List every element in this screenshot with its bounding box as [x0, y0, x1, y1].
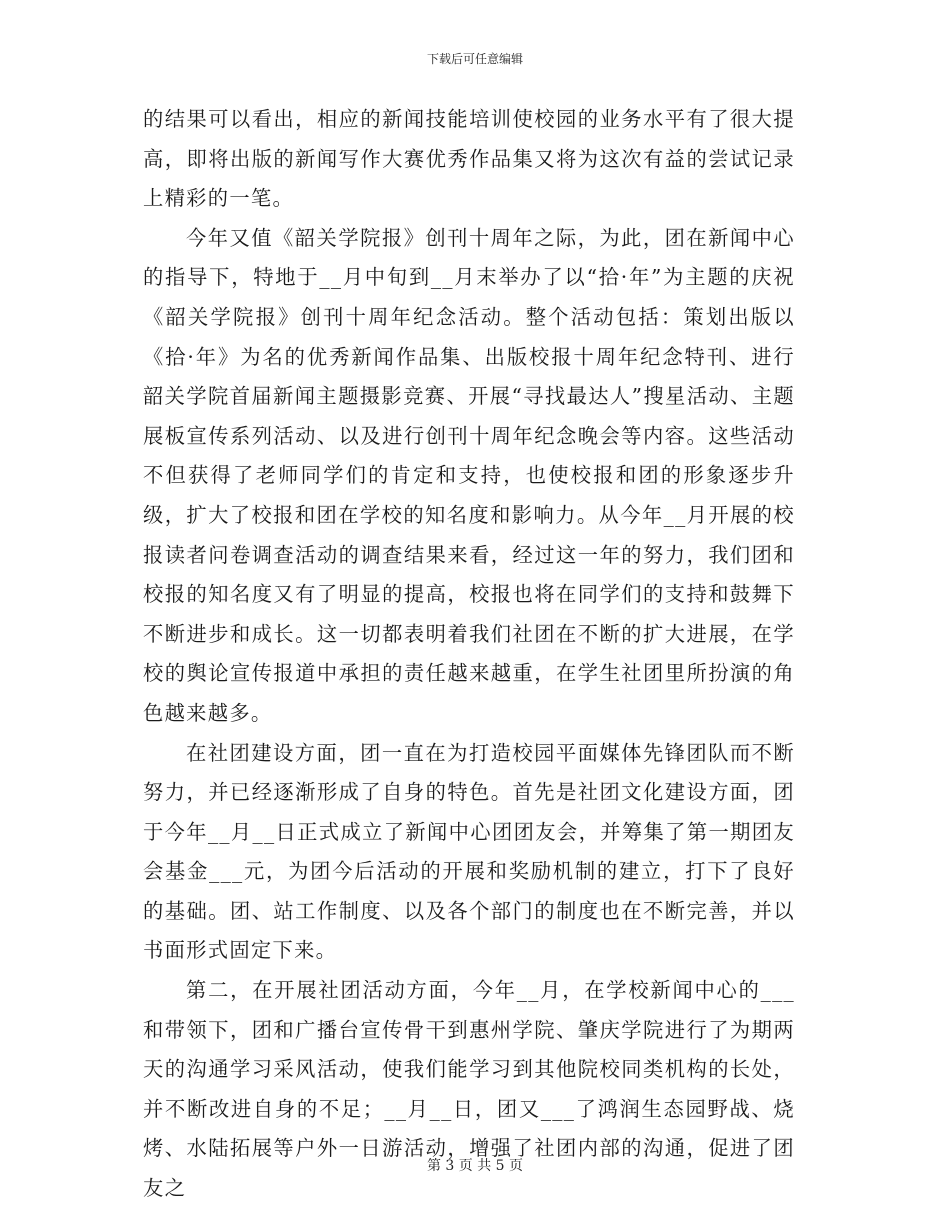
paragraph-1: 的结果可以看出，相应的新闻技能培训使校园的业务水平有了很大提高，即将出版的新闻写作大赛优秀作品集又将为这次有益的尝试记录上精彩的一笔。 [143, 107, 795, 211]
paragraph-4: 第二，在开展社团活动方面，今年__月，在学校新闻中心的___和带领下，团和广播台宣传骨干到惠州学院、肇庆学院进行了为期两天的沟通学习采风活动，使我们能学习到其他院校同类机构的长处，并不断改进自身的不足；__月__日，团又___了鸿润生态园野战、烧烤、水陆拓展等户外一日游活动，增强了社团内部的沟通，促进了团友之 [143, 978, 795, 1201]
page-header: 下载后可任意编辑 [426, 52, 523, 66]
paragraph-2: 今年又值《韶关学院报》创刊十周年之际，为此，团在新闻中心的指导下，特地于__月中旬到__月末举办了以“拾·年”为主题的庆祝《韶关学院报》创刊十周年纪念活动。整个活动包括：策划出版以《拾·年》为名的优秀新闻作品集、出版校报十周年纪念特刊、进行韶关学院首届新闻主题摄影竞赛、开展“寻找最达人”搜星活动、主题展板宣传系列活动、以及进行创刊十周年纪念晚会等内容。这些活动不但获得了老师同学们的肯定和支持，也使校报和团的形象逐步升级，扩大了校报和团在学校的知名度和影响力。从今年__月开展的校报读者问卷调查活动的调查结果来看，经过这一年的努力，我们团和校报的知名度又有了明显的提高，校报也将在同学们的支持和鼓舞下不断进步和成长。这一切都表明着我们社团在不断的扩大进展，在学校的舆论宣传报道中承担的责任越来越重，在学生社团里所扮演的角色越来越多。 [143, 225, 795, 725]
page-footer: 第 3 页 共 5 页 [426, 1158, 524, 1174]
paragraph-3: 在社团建设方面，团一直在为打造校园平面媒体先锋团队而不断努力，并已经逐渐形成了自身的特色。首先是社团文化建设方面，团于今年__月__日正式成立了新闻中心团团友会，并筹集了第一期团友会基金___元，为团今后活动的开展和奖励机制的建立，打下了良好的基础。团、站工作制度、以及各个部门的制度也在不断完善，并以书面形式固定下来。 [143, 740, 795, 963]
document-body [143, 100, 795, 1209]
